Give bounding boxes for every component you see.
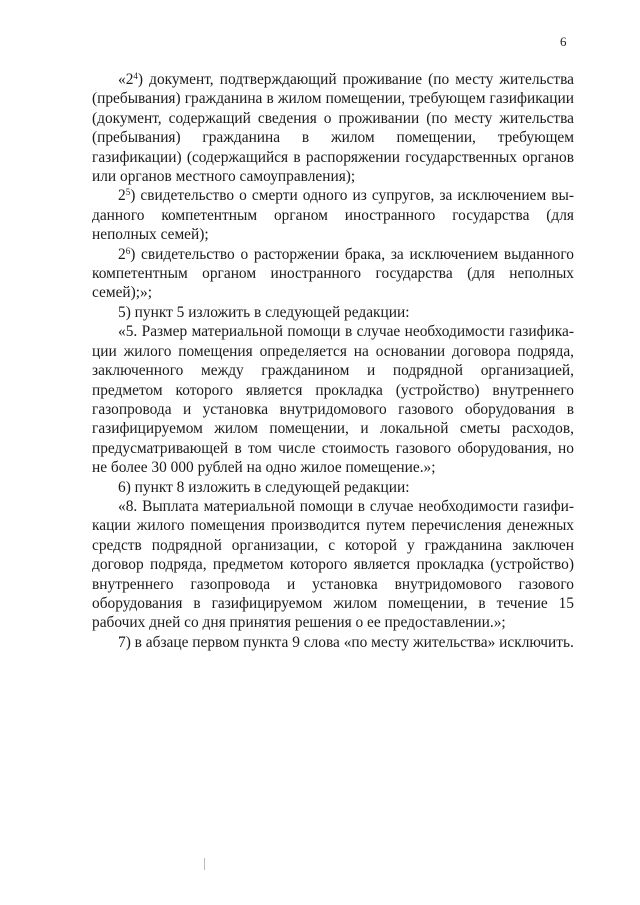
paragraph-item-8-text: «8. Выплата материальной помощи в случае необходимости газификации жилого помещения производится путем перечисления денежных средств подрядной организации, с которой у гражданина заключен договор подряда, предметом которого является прокладка (устройство) внутреннего газопровода и установка внутридомового газового оборудования в газифицируемом жилом помещении, в течение 15 рабочих дней со дня принятия решения о ее предоставлении.»; xyxy=(92,497,574,632)
document-body xyxy=(92,70,574,652)
paragraph-item-5-text: «5. Размер материальной помощи в случае необходимости газификации жилого помещения определяется на основании договора подряда, заключенного между гражданином и подрядной организацией, предметом которого является прокладка (устройство) внутреннего газопровода и установка внутридомового газового оборудования в газифицируемом жилом помещении, и локальной сметы расходов, предусматривающей в том числе стоимость газового оборудования, но не более 30 000 рублей на одно жилое помещение.»; xyxy=(92,323,574,477)
paragraph-item-5-heading: 5) пункт 5 изложить в следующей редакции: xyxy=(118,303,410,321)
paragraph-item-6-heading: 6) пункт 8 изложить в следующей редакции: xyxy=(118,478,410,496)
paragraph-item-7: 7) в абзаце первом пункта 9 слова «по месту жительства» исключить. xyxy=(118,633,574,651)
paragraph-item-2-5: $2^5$) свидетельство о смерти одного из супругов, за исключением выданного компетентным органом иностранного государства (для неполных семей); xyxy=(92,187,574,244)
paragraph-item-2-4: «$2^4$) документ, подтверждающий проживание (по месту жительства (пребывания) гражданина в жилом помещении, требующем газификации (документ, содержащий сведения о проживании (по месту жительства (пребывания) гражданина в жилом помещении, требующем газификации) (содержащийся в распоряжении государственных органов или органов местного самоуправления); xyxy=(92,71,574,186)
paragraph-item-2-6: $2^6$) свидетельство о расторжении брака, за исключением выданного компетентным органом иностранного государства (для неполных семей);»; xyxy=(92,245,574,302)
scan-artifact-mark xyxy=(204,858,205,870)
page-number: 6 xyxy=(560,34,567,49)
